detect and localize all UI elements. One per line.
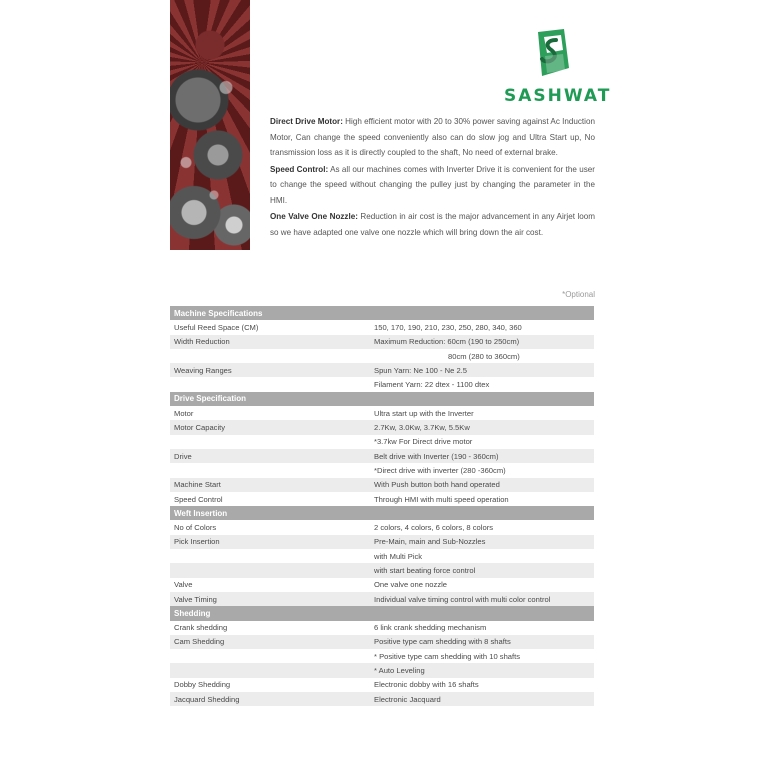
- spec-value: * Positive type cam shedding with 10 shafts: [374, 651, 521, 661]
- spec-row: [170, 649, 594, 663]
- spec-label: [170, 349, 370, 363]
- spec-row: [170, 463, 594, 477]
- spec-value: * Auto Leveling: [370, 663, 594, 677]
- spec-row: [170, 621, 594, 635]
- spec-label: No of Colors: [174, 523, 217, 533]
- spec-value: Pre-Main, main and Sub-Nozzles: [370, 535, 594, 549]
- spec-value: Through HMI with multi speed operation: [374, 494, 509, 504]
- spec-label: Valve Timing: [170, 592, 370, 606]
- spec-value: One valve one nozzle: [374, 580, 448, 590]
- spec-row: [170, 535, 594, 549]
- spec-label: Drive: [170, 449, 370, 463]
- intro-paragraph-title: Direct Drive Motor:: [270, 117, 343, 126]
- spec-row: [170, 578, 594, 592]
- spec-value: *3.7kw For Direct drive motor: [374, 437, 473, 447]
- spec-value: 2.7Kw, 3.0Kw, 3.7Kw, 5.5Kw: [370, 420, 594, 434]
- spec-row: [170, 320, 594, 334]
- spec-value: with Multi Pick: [374, 551, 423, 561]
- intro-paragraph-text: Reduction in air cost is the major advancement in any Airjet loom so we have adapted one valve one nozzle which will bring down the air cost.: [270, 212, 595, 237]
- spec-label: Jacquard Shedding: [170, 692, 370, 706]
- spec-label: [170, 663, 370, 677]
- spec-label: Useful Reed Space (CM): [174, 322, 259, 332]
- spec-value: 150, 170, 190, 210, 230, 250, 280, 340, 360: [374, 322, 522, 332]
- spec-row: [170, 592, 594, 606]
- spec-row: [170, 335, 594, 349]
- spec-label: [170, 463, 370, 477]
- section-header: [170, 306, 594, 320]
- spec-row: [170, 663, 594, 677]
- spec-value: *Direct drive with inverter (280 -360cm): [374, 465, 506, 475]
- spec-value: Individual valve timing control with multi color control: [370, 592, 594, 606]
- spec-label: Crank shedding: [174, 623, 228, 633]
- spec-value: with start beating force control: [370, 563, 594, 577]
- brand-logo: [500, 28, 615, 108]
- spec-value: With Push button both hand operated: [370, 478, 594, 492]
- spec-row: [170, 635, 594, 649]
- intro-paragraph-text: High efficient motor with 20 to 30% power saving against Ac Induction Motor, Can change the speed conveniently also can do slow jog and Ultra Start up, No transmission loss as it is directly coupled to the shaft, No need of external brake.: [270, 117, 595, 157]
- spec-label: [170, 706, 370, 720]
- spec-row: [170, 435, 594, 449]
- section-header: [170, 506, 594, 520]
- spec-label: Pick Insertion: [170, 535, 370, 549]
- sashwat-logo-icon: [530, 28, 572, 78]
- spec-value: Spun Yarn: Ne 100 - Ne 2.5: [370, 363, 594, 377]
- spec-value: Maximum Reduction: 60cm (190 to 250cm): [370, 335, 594, 349]
- spec-label: [170, 649, 370, 663]
- spec-row: [170, 377, 594, 391]
- spec-value: [370, 706, 594, 720]
- spec-label: [170, 549, 370, 563]
- spec-value: Ultra start up with the Inverter: [374, 408, 474, 418]
- spec-row: [170, 492, 594, 506]
- spec-row: [170, 520, 594, 534]
- section-title: Weft Insertion: [170, 506, 594, 520]
- spec-label: Width Reduction: [170, 335, 370, 349]
- spec-row: [170, 349, 594, 363]
- intro-paragraph-text: As all our machines comes with Inverter Drive it is convenient for the user to change the speed without changing the pulley just by changing the parameter in the HMI.: [270, 164, 595, 205]
- spec-value: Electronic Jacquard: [370, 692, 594, 706]
- spec-value: 2 colors, 4 colors, 6 colors, 8 colors: [374, 523, 494, 533]
- intro-paragraph-title: One Valve One Nozzle:: [270, 212, 358, 221]
- spec-row: [170, 420, 594, 434]
- spec-label: [170, 563, 370, 577]
- spec-row: [170, 563, 594, 577]
- spec-value: Electronic dobby with 16 shafts: [374, 680, 479, 690]
- spec-label: Valve: [174, 580, 193, 590]
- spec-value: Filament Yarn: 22 dtex - 1100 dtex: [374, 380, 490, 390]
- gears-photo-highlights: [170, 0, 250, 250]
- spec-label: Cam Shedding: [170, 635, 370, 649]
- spec-label: Dobby Shedding: [174, 680, 231, 690]
- spec-value: Positive type cam shedding with 8 shafts: [370, 635, 594, 649]
- spec-label: Motor: [174, 408, 194, 418]
- spec-value: 6 link crank shedding mechanism: [374, 623, 487, 633]
- spec-row: [170, 706, 594, 720]
- spec-row: [170, 478, 594, 492]
- spec-row: [170, 363, 594, 377]
- gears-photo: [170, 0, 250, 250]
- spec-row: [170, 549, 594, 563]
- spec-label: [170, 377, 370, 391]
- spec-label: Machine Start: [170, 478, 370, 492]
- section-title: Drive Specification: [170, 392, 594, 406]
- section-header: [170, 606, 594, 620]
- intro-paragraph: [270, 114, 595, 161]
- spec-row: [170, 678, 594, 692]
- brand-name: SASHWAT: [504, 86, 612, 106]
- spec-row: [170, 406, 594, 420]
- intro-text: [270, 114, 595, 241]
- spec-label: Motor Capacity: [170, 420, 370, 434]
- spec-row: [170, 692, 594, 706]
- spec-row: [170, 449, 594, 463]
- spec-value: 80cm (280 to 360cm): [448, 351, 520, 361]
- section-title: Machine Specifications: [170, 306, 594, 320]
- intro-paragraph: [270, 209, 595, 240]
- spec-label: [170, 435, 370, 449]
- spec-table: [170, 306, 594, 721]
- intro-paragraph: [270, 162, 595, 209]
- intro-paragraph-title: Speed Control:: [270, 164, 329, 174]
- section-title: Shedding: [170, 606, 594, 620]
- section-header: [170, 392, 594, 406]
- spec-label: Weaving Ranges: [170, 363, 370, 377]
- spec-value: Belt drive with Inverter (190 - 360cm): [370, 449, 594, 463]
- optional-note: *Optional: [562, 290, 595, 299]
- spec-label: Speed Control: [174, 494, 223, 504]
